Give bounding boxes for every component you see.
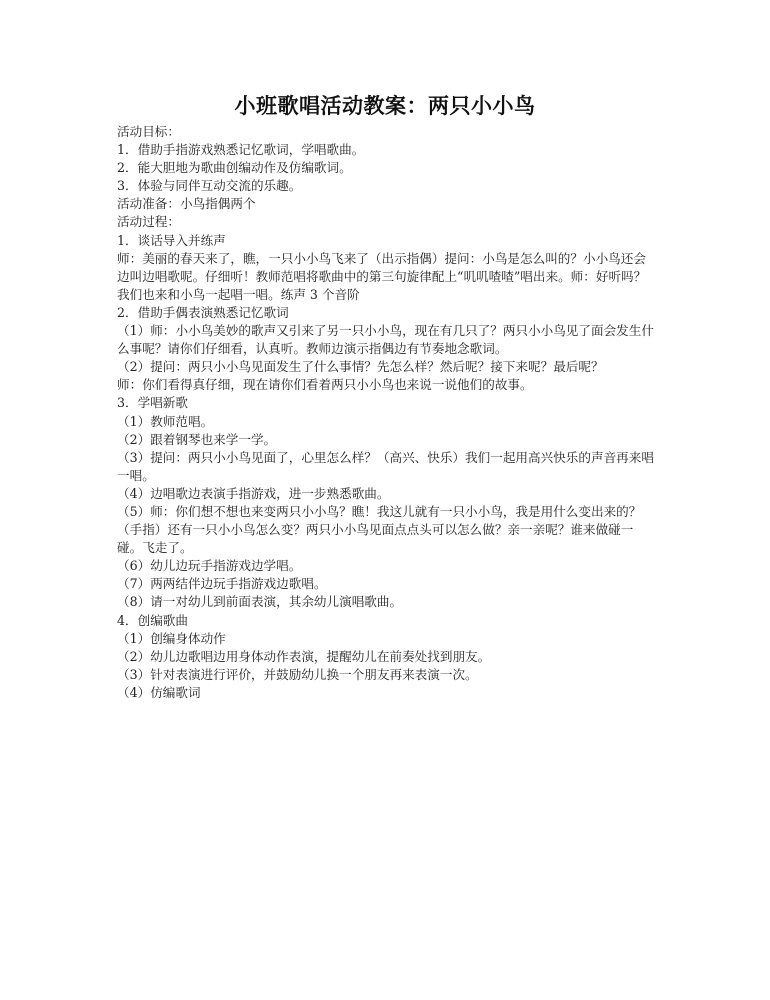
paragraph: （7）两两结伴边玩手指游戏边歌唱。: [117, 576, 327, 592]
step-heading: 2．借助手偶表演熟悉记忆歌词: [117, 304, 289, 320]
paragraph: （2）跟着钢琴也来学一学。: [117, 431, 277, 447]
step-heading: 4．创编歌曲: [117, 612, 188, 628]
document-title: 小班歌唱活动教案：两只小小鸟: [234, 93, 536, 118]
section-label-preparation: 活动准备：小鸟指偶两个: [117, 196, 256, 212]
paragraph: （5）师：你们想不想也来变两只小小鸟？瞧！我这儿就有一只小小鸟，我是用什么变出来的？（手指）还有一只小小鸟怎么变？两只小小鸟见面点点头可以怎么做？亲一亲呢？谁来做碰一碰。飞走了。: [117, 503, 642, 556]
paragraph: 师：你们看得真仔细，现在请你们看着两只小小鸟也来说一说他们的故事。: [117, 377, 533, 393]
goal-item: 2．能大胆地为歌曲创编动作及仿编歌词。: [117, 160, 352, 176]
paragraph: （2）提问：两只小小鸟见面发生了什么事情？先怎么样？然后呢？接下来呢？最后呢？: [117, 359, 604, 375]
paragraph: （3）针对表演进行评价，并鼓励幼儿换一个朋友再来表演一次。: [117, 666, 478, 682]
paragraph: （1）教师范唱。: [117, 413, 214, 429]
section-label-process: 活动过程：: [117, 214, 180, 230]
paragraph: （2）幼儿边歌唱边用身体动作表演，提醒幼儿在前奏处找到朋友。: [117, 648, 491, 664]
paragraph: 师：美丽的春天来了，瞧，一只小小鸟飞来了（出示指偶）提问：小鸟是怎么叫的？小小鸟还会边叫边唱歌呢。仔细听！教师范唱将歌曲中的第三句旋律配上“叽叽喳喳”唱出来。师：好听吗？我们也来和小鸟一起唱一唱。练声 3 个音阶: [117, 250, 647, 302]
step-heading: 3．学唱新歌: [117, 395, 188, 411]
document-body: [117, 123, 657, 702]
paragraph: （6）幼儿边玩手指游戏边学唱。: [117, 558, 302, 574]
paragraph: （8）请一对幼儿到前面表演，其余幼儿演唱歌曲。: [117, 594, 403, 610]
goal-item: 3．体验与同伴互动交流的乐趣。: [117, 178, 302, 194]
step-heading: 1．谈话导入并练声: [117, 232, 226, 248]
paragraph: （4）仿编歌词: [117, 684, 201, 700]
paragraph: （1）师：小小鸟美妙的歌声又引来了另一只小小鸟，现在有几只了？两只小小鸟见了面会发生什么事呢？请你们仔细看，认真听。教师边演示指偶边有节奏地念歌词。: [117, 323, 654, 357]
section-label-goals: 活动目标：: [117, 124, 180, 139]
paragraph: （4）边唱歌边表演手指游戏，进一步熟悉歌曲。: [117, 485, 390, 501]
paragraph: （3）提问：两只小小鸟见面了，心里怎么样？（高兴、快乐）我们一起用高兴快乐的声音再来唱一唱。: [117, 449, 654, 483]
paragraph: （1）创编身体动作: [117, 630, 226, 646]
goal-item: 1．借助手指游戏熟悉记忆歌词，学唱歌曲。: [117, 142, 365, 158]
